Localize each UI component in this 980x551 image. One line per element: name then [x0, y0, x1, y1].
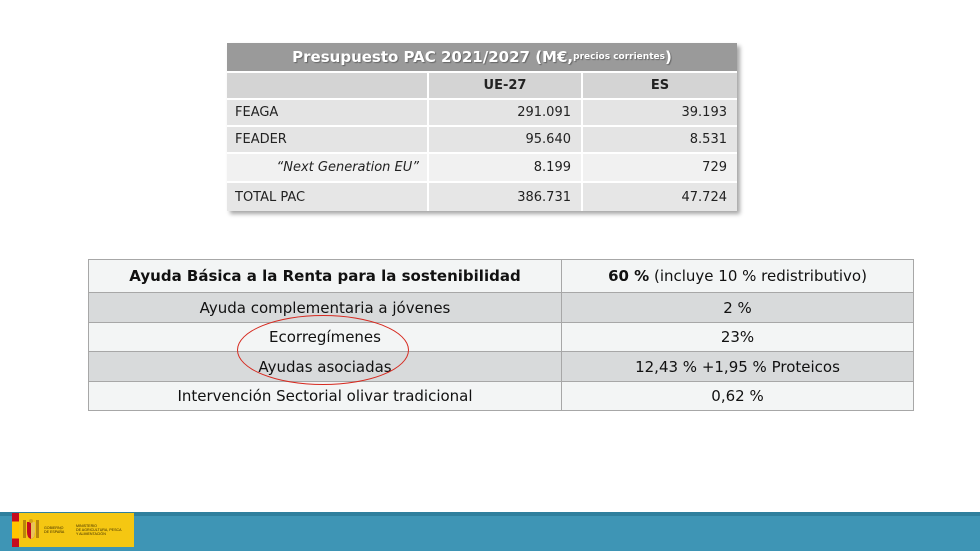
budget-row-feaga [227, 100, 737, 127]
dist-row-concept: Ecorregímenes [89, 323, 562, 351]
coat-of-arms-icon [22, 518, 40, 542]
dist-row-concept: Ayudas asociadas [89, 352, 562, 381]
budget-title-end: ) [664, 48, 672, 66]
dist-row-olivar [89, 382, 913, 410]
logo-line: Y ALIMENTACIÓN [76, 532, 106, 536]
flag-strip-icon [12, 513, 19, 547]
budget-row-es: 8.531 [581, 127, 737, 152]
budget-title-main: Presupuesto PAC 2021/2027 (M€, [292, 48, 574, 66]
budget-row-ue27: 8.199 [427, 154, 581, 181]
dist-value-rest: (incluye 10 % redistributivo) [649, 267, 867, 285]
budget-row-total [227, 183, 737, 211]
distribution-table [88, 259, 914, 411]
budget-header-empty [227, 73, 427, 98]
dist-row-concept: Ayuda Básica a la Renta para la sostenibilidad [89, 260, 562, 292]
logo-line: DE AGRICULTURA, PESCA [76, 528, 122, 532]
budget-header-es: ES [581, 73, 737, 98]
budget-table [227, 43, 737, 211]
logo-line: MINISTERIO [76, 524, 97, 528]
logo-line: DE ESPAÑA [44, 530, 65, 534]
budget-title-small: precios corrientes [573, 52, 665, 62]
dist-row-ecorregimenes [89, 323, 913, 352]
dist-row-value [562, 260, 913, 292]
budget-row-label: “Next Generation EU” [276, 160, 419, 175]
budget-row-es: 729 [581, 154, 737, 181]
budget-row-label: FEADER [235, 132, 287, 147]
dist-row-ayudas-asociadas [89, 352, 913, 382]
budget-row-ue27: 291.091 [427, 100, 581, 125]
budget-row-feader [227, 127, 737, 154]
budget-row-es: 39.193 [581, 100, 737, 125]
dist-row-value: 23% [720, 328, 755, 346]
ministry-logo [12, 513, 134, 547]
budget-row-label: FEAGA [235, 105, 279, 120]
dist-row-value: 2 % [723, 298, 752, 317]
logo-text-ministerio [76, 524, 126, 536]
budget-row-label: TOTAL PAC [235, 189, 306, 205]
budget-table-title [227, 43, 737, 73]
footer-bar [0, 516, 980, 551]
dist-row-concept: Intervención Sectorial olivar tradicional [89, 382, 562, 410]
logo-line: GOBIERNO [44, 526, 64, 530]
budget-header-row [227, 73, 737, 100]
budget-row-ue27: 386.731 [427, 183, 581, 211]
dist-value-bold: 60 % [608, 267, 650, 285]
dist-row-value: 12,43 % +1,95 % Proteicos [635, 357, 840, 376]
budget-header-ue27: UE-27 [427, 73, 581, 98]
budget-row-es: 47.724 [581, 183, 737, 211]
logo-text-gobierno [44, 526, 74, 534]
dist-row-value: 0,62 % [711, 387, 764, 405]
budget-row-ue27: 95.640 [427, 127, 581, 152]
dist-row-jovenes [89, 293, 913, 323]
budget-row-next-generation [227, 154, 737, 183]
dist-row-concept: Ayuda complementaria a jóvenes [89, 293, 562, 322]
dist-row-ayuda-basica [89, 260, 913, 293]
